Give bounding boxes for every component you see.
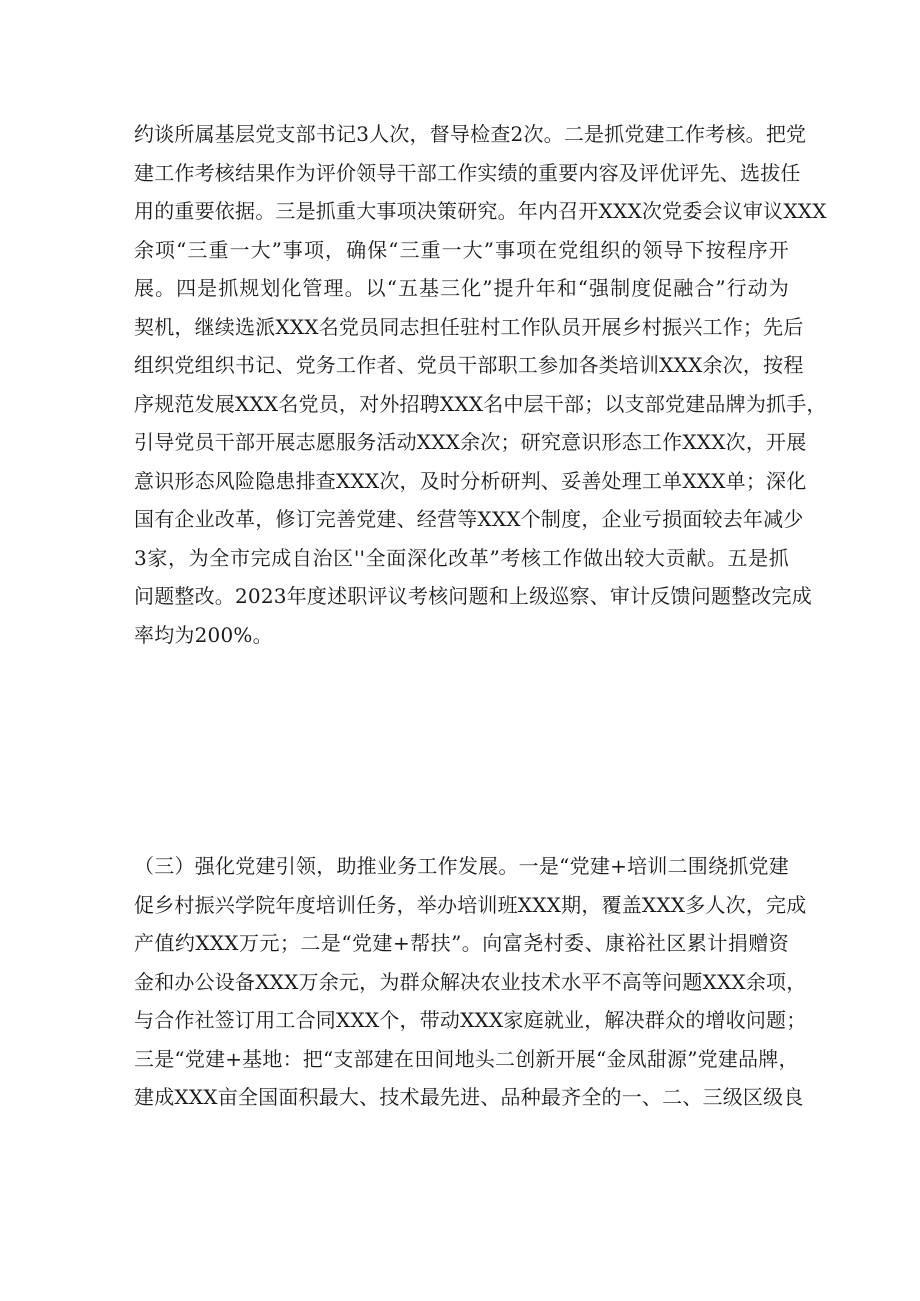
- text-line: 组织党组织书记、党务工作者、党员干部职工参加各类培训XXX余次，按程: [134, 353, 804, 377]
- text-line: 产值约XXX万元；二是“党建+帮扶”。向富尧村委、康裕社区累计捐赠资: [134, 931, 789, 955]
- text-line: 建成XXX亩全国面积最大、技术最先进、品种最齐全的一、二、三级区级良: [134, 1085, 804, 1109]
- text-line: 约谈所属基层党支部书记3人次，督导检查2次。二是抓党建工作考核。把党: [134, 122, 807, 146]
- text-line: 契机，继续选派XXX名党员同志担任驻村工作队员开展乡村振兴工作；先后: [134, 314, 804, 339]
- text-line: 国有企业改革，修订完善党建、经营等XXX个制度，企业亏损面较去年减少: [134, 507, 804, 531]
- text-line: 与合作社签订用工合同XXX个，带动XXX家庭就业，解决群众的增收问题；: [134, 1008, 807, 1032]
- text-line: 意识形态风险隐患排查XXX次，及时分析研判、妥善处理工单XXX单；深化: [134, 468, 807, 493]
- text-line: 展。四是抓规划化管理。以“五基三化”提升年和“强制度促融合”行动为: [134, 276, 789, 300]
- text-line: 金和办公设备XXX万余元，为群众解决农业技术水平不高等问题XXX余项，: [134, 969, 807, 994]
- text-line: 建工作考核结果作为评价领导干部工作实绩的重要内容及评优评先、选拔任: [134, 160, 801, 185]
- paragraph-party-building-work: [134, 115, 827, 654]
- text-line: 余项“三重一大”事项，确保“三重一大”事项在党组织的领导下按程序开: [134, 237, 789, 262]
- text-line: 促乡村振兴学院年度培训任务，举办培训班XXX期，覆盖XXX多人次，完成: [134, 892, 807, 917]
- text-line: 3家，为全市完成自治区''全面深化改革”考核工作做出较大贡献。五是抓: [134, 545, 789, 570]
- text-line: 引导党员干部开展志愿服务活动XXX余次；研究意识形态工作XXX次，开展: [134, 430, 807, 454]
- paragraph-business-development: [134, 847, 807, 1117]
- text-line: 三是“党建+基地：把“支部建在田间地头二创新开展“金凤甜源”党建品牌，: [134, 1046, 799, 1071]
- text-line: 用的重要依据。三是抓重大事项决策研究。年内召开XXX次党委会议审议XXX: [134, 199, 827, 223]
- text-line: 率均为200%。: [134, 622, 273, 647]
- text-line: （三）强化党建引领，助推业务工作发展。一是“党建+培训二围绕抓党建: [134, 854, 789, 878]
- text-line: 问题整改。2023年度述职评议考核问题和上级巡察、审计反馈问题整改完成: [134, 584, 812, 608]
- text-line: 序规范发展XXX名党员，对外招聘XXX名中层干部；以支部党建品牌为抓手，: [134, 391, 827, 416]
